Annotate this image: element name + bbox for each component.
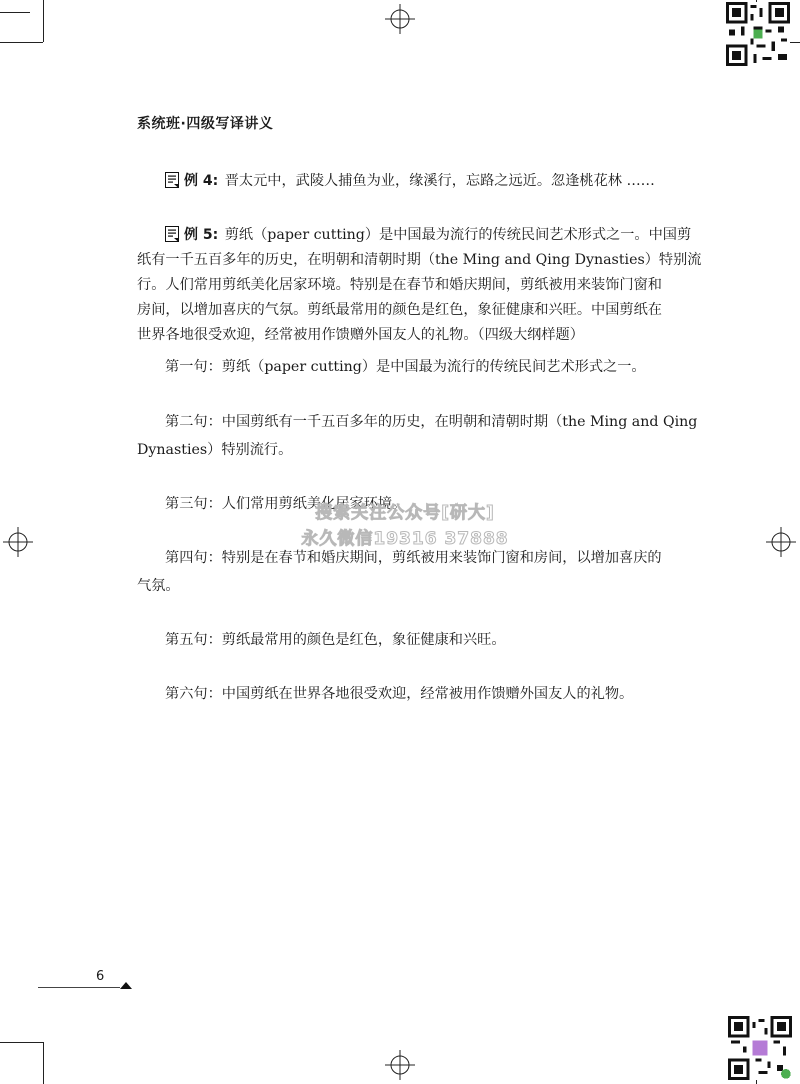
example-text-line: 纸有一千五百多年的历史，在明朝和清朝时期（the Ming and Qing Dynasties）特别流 xyxy=(137,252,702,268)
footer-triangle-icon xyxy=(120,982,132,989)
example-text-line: 剪纸（paper cutting）是中国最为流行的传统民间艺术形式之一。中国剪 xyxy=(224,227,692,243)
crop-mark xyxy=(0,1042,43,1043)
crop-mark xyxy=(43,0,44,42)
example-document-icon xyxy=(165,226,179,242)
example-text-line: 房间，以增加喜庆的气氛。剪纸最常用的颜色是红色，象征健康和兴旺。中国剪纸在 xyxy=(137,302,662,318)
example-text: 晋太元中，武陵人捕鱼为业，缘溪行，忘路之远近。忽逢桃花林 …… xyxy=(224,173,655,189)
registration-mark-icon xyxy=(3,527,33,557)
registration-mark-icon xyxy=(766,527,796,557)
section-header: 系统班·四级写译讲义 xyxy=(137,116,274,132)
crop-mark xyxy=(0,42,43,43)
footer-rule xyxy=(38,987,120,988)
watermark-line: 永久微信19316 37888 xyxy=(301,529,509,549)
registration-mark-icon xyxy=(385,1050,415,1080)
example-4 xyxy=(165,171,655,191)
page-number: 6 xyxy=(96,969,105,984)
sentence-5: 第五句：剪纸最常用的颜色是红色，象征健康和兴旺。 xyxy=(165,632,506,648)
qr-code-icon xyxy=(726,2,790,66)
qr-code-icon xyxy=(728,1016,792,1080)
crop-mark xyxy=(43,1042,44,1084)
crop-mark xyxy=(0,12,30,13)
sentence-1: 第一句：剪纸（paper cutting）是中国最为流行的传统民间艺术形式之一。 xyxy=(165,359,646,375)
example-5 xyxy=(165,225,691,245)
sentence-4-continuation: 气氛。 xyxy=(137,578,180,594)
sentence-3: 第三句：人们常用剪纸美化居家环境。 xyxy=(165,496,407,512)
watermark-line: 搜索关注公众号[研大] xyxy=(315,503,495,523)
sentence-2: 第二句：中国剪纸有一千五百多年的历史，在明朝和清朝时期（the Ming and Qing xyxy=(165,414,698,430)
sentence-2-continuation: Dynasties）特别流行。 xyxy=(137,442,293,458)
watermark xyxy=(300,500,510,552)
example-document-icon xyxy=(165,172,179,188)
registration-mark-icon xyxy=(385,4,415,34)
sentence-4: 第四句：特别是在春节和婚庆期间，剪纸被用来装饰门窗和房间，以增加喜庆的 xyxy=(165,550,662,566)
example-text-line: 行。人们常用剪纸美化居家环境。特别是在春节和婚庆期间，剪纸被用来装饰门窗和 xyxy=(137,277,662,293)
sentence-6: 第六句：中国剪纸在世界各地很受欢迎，经常被用作馈赠外国友人的礼物。 xyxy=(165,686,634,702)
example-label: 例 4: xyxy=(184,173,219,189)
example-text-line: 世界各地很受欢迎，经常被用作馈赠外国友人的礼物。（四级大纲样题） xyxy=(137,327,584,343)
example-label: 例 5: xyxy=(184,227,219,243)
